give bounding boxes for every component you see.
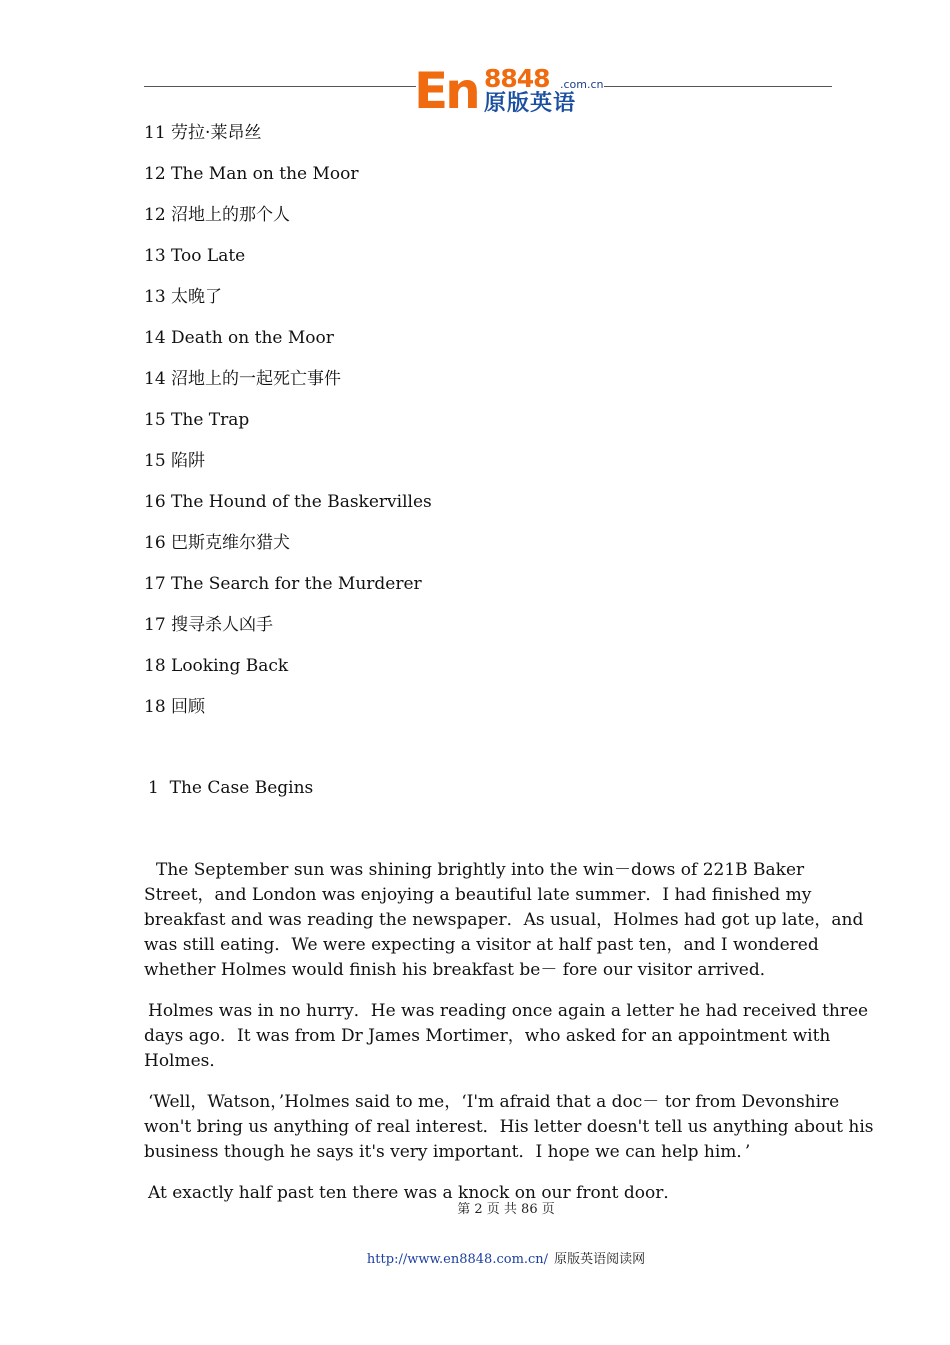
toc-entry: 18 回顾 bbox=[144, 697, 206, 717]
toc-entry: 17 The Search for the Murderer bbox=[144, 574, 422, 594]
body-paragraph: At exactly half past ten there was a knock on our front door． bbox=[148, 1183, 681, 1203]
header-rule-left bbox=[144, 86, 416, 87]
toc-entry: 16 The Hound of the Baskervilles bbox=[144, 492, 432, 512]
toc-entry: 13 太晚了 bbox=[144, 287, 223, 307]
toc-entry: 15 The Trap bbox=[144, 410, 250, 430]
footer bbox=[0, 1248, 950, 1267]
toc-entry: 12 沼地上的那个人 bbox=[144, 205, 291, 225]
table-of-contents bbox=[144, 122, 432, 737]
toc-entry: 11 劳拉·莱昂丝 bbox=[144, 123, 262, 143]
chapter-title: 1 The Case Begins bbox=[148, 778, 314, 798]
chapter-body bbox=[144, 858, 879, 1222]
toc-entry: 18 Looking Back bbox=[144, 656, 289, 676]
page-number: 第 2 页 共 86 页 bbox=[457, 1202, 555, 1217]
toc-entry: 14 Death on the Moor bbox=[144, 328, 334, 348]
toc-entry: 13 Too Late bbox=[144, 246, 246, 266]
toc-entry: 14 沼地上的一起死亡事件 bbox=[144, 369, 342, 389]
logo-number: 8848 bbox=[484, 64, 550, 93]
logo-domain: .com.cn bbox=[560, 78, 604, 91]
logo-en-mark: En bbox=[414, 62, 478, 120]
toc-entry: 16 巴斯克维尔猎犬 bbox=[144, 533, 291, 553]
logo-chinese-name: 原版英语 bbox=[484, 91, 577, 116]
toc-entry: 15 陷阱 bbox=[144, 451, 206, 471]
footer-url-link[interactable]: http://www.en8848.com.cn/ bbox=[366, 1252, 549, 1267]
body-paragraph: Holmes was in no hurry．He was reading once again a letter he had received three days ago．It was from Dr James Mortimer，who asked for an appointment with Holmes． bbox=[144, 1001, 869, 1071]
footer-site-name: 原版英语阅读网 bbox=[554, 1252, 646, 1267]
body-paragraph: The September sun was shining brightly into the win－dows of 221B Baker Street，and London was enjoying a beautiful late summer．I had finished my breakfast and was reading the newspaper．As usual，Holmes had got up late，and was still eating．We were expecting a visitor at half past ten，and I wondered whether Holmes would finish his breakfast be－ fore our visitor arrived． bbox=[144, 860, 864, 980]
body-paragraph: ‘Well，Watson，’Holmes said to me，‘I'm afraid that a doc－ tor from Devonshire won't bring us anything of real interest．His letter doesn't tell us anything about his business though he says it's very important．I hope we can help him．’ bbox=[144, 1092, 874, 1162]
toc-entry: 17 搜寻杀人凶手 bbox=[144, 615, 274, 635]
site-logo[interactable] bbox=[414, 62, 606, 120]
toc-entry: 12 The Man on the Moor bbox=[144, 164, 359, 184]
header-rule-right bbox=[604, 86, 832, 87]
